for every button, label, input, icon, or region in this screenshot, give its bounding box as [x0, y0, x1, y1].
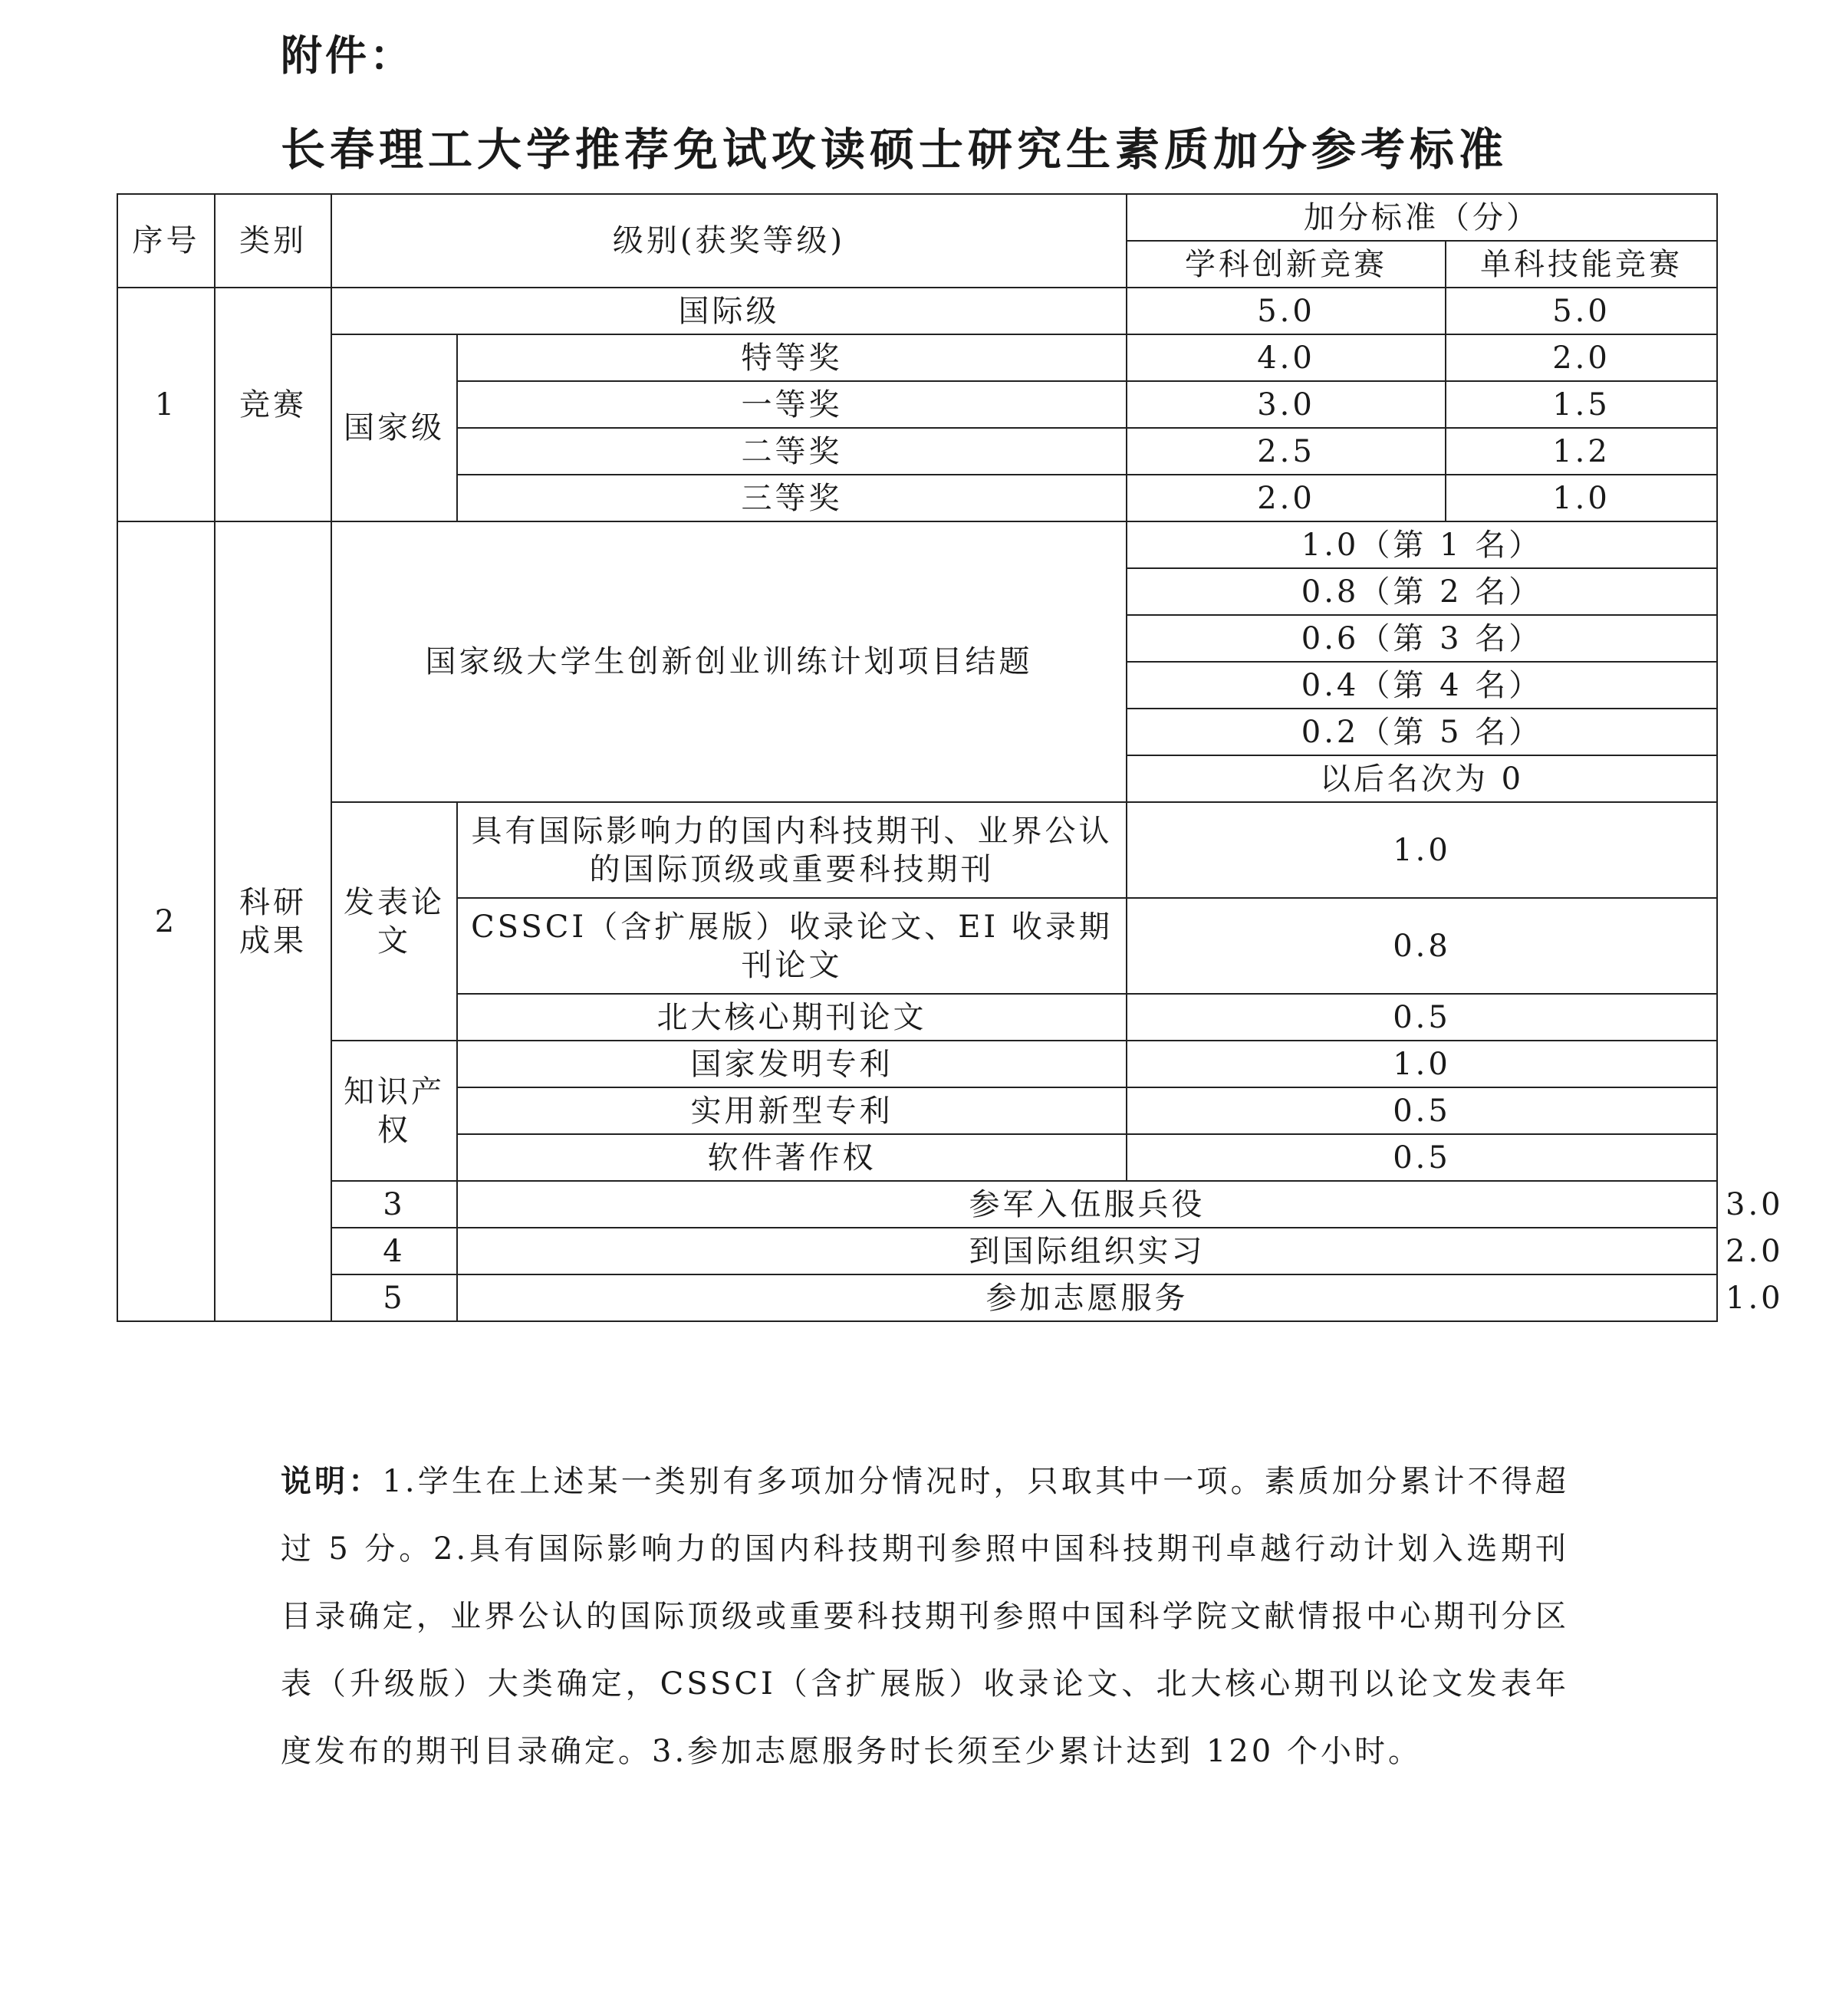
- row-seq: 4: [331, 1228, 457, 1274]
- table-row: [117, 1041, 1717, 1087]
- table-row: [117, 334, 1717, 381]
- level-label: 特等奖: [457, 334, 1127, 381]
- ip-score: 0.5: [1127, 1087, 1717, 1134]
- paper-score: 1.0: [1127, 802, 1717, 898]
- header-score-standard: 加分标准（分）: [1127, 194, 1717, 241]
- table-row: [117, 288, 1717, 334]
- paper-type: 北大核心期刊论文: [457, 994, 1127, 1041]
- row-label: 参军入伍服兵役: [457, 1181, 1717, 1228]
- project-score: 0.8（第 2 名）: [1127, 568, 1717, 615]
- score-skill: 1.2: [1446, 428, 1717, 475]
- level-label: 二等奖: [457, 428, 1127, 475]
- project-score: 0.2（第 5 名）: [1127, 709, 1717, 755]
- row-category: 科研成果: [215, 521, 331, 1321]
- project-score: 1.0（第 1 名）: [1127, 521, 1717, 568]
- header-category: 类别: [215, 194, 331, 288]
- attachment-label: 附件：: [281, 31, 414, 80]
- score-innovation: 2.0: [1127, 475, 1446, 521]
- notes-text: 1.学生在上述某一类别有多项加分情况时，只取其中一项。素质加分累计不得超过 5 分。2.具有国际影响力的国内科技期刊参照中国科技期刊卓越行动计划入选期刊目录确定，业界公认的国际顶级或重要科技期刊参照中国科学院文献情报中心期刊分区表（升级版）大类确定，CSSCI（含扩展版）收录论文、北大核心期刊以论文发表年度发布的期刊目录确定。3.参加志愿服务时长须至少累计达到 120 个小时。: [281, 1464, 1570, 1769]
- papers-label: 发表论文: [331, 802, 457, 1041]
- table-row: 5 参加志愿服务 1.0: [117, 1274, 1717, 1321]
- score-skill: 5.0: [1446, 288, 1717, 334]
- project-score: 0.6（第 3 名）: [1127, 615, 1717, 662]
- national-level-label: 国家级: [331, 334, 457, 521]
- level-label: 一等奖: [457, 381, 1127, 428]
- paper-score: 0.5: [1127, 994, 1717, 1041]
- score-skill: 2.0: [1446, 334, 1717, 381]
- score-innovation: 2.5: [1127, 428, 1446, 475]
- header-skill: 单科技能竞赛: [1446, 241, 1717, 288]
- paper-type: CSSCI（含扩展版）收录论文、EI 收录期刊论文: [457, 898, 1127, 994]
- paper-type: 具有国际影响力的国内科技期刊、业界公认的国际顶级或重要科技期刊: [457, 802, 1127, 898]
- table-row: 3 参军入伍服兵役 3.0: [117, 1181, 1717, 1228]
- header-innovation: 学科创新竞赛: [1127, 241, 1446, 288]
- header-row: [117, 194, 1717, 241]
- score-innovation: 3.0: [1127, 381, 1446, 428]
- notes-lead: 说明：: [281, 1464, 383, 1499]
- ip-score: 1.0: [1127, 1041, 1717, 1087]
- paper-score: 0.8: [1127, 898, 1717, 994]
- row-seq: 1: [117, 288, 215, 521]
- row-label: 参加志愿服务: [457, 1274, 1717, 1321]
- score-table: [117, 193, 1784, 1322]
- document-title: 长春理工大学推荐免试攻读硕士研究生素质加分参考标准: [281, 123, 1509, 176]
- score-skill: 1.0: [1446, 475, 1717, 521]
- score-innovation: 4.0: [1127, 334, 1446, 381]
- project-score: 0.4（第 4 名）: [1127, 662, 1717, 709]
- level-label: 国际级: [331, 288, 1127, 334]
- score-skill: 1.5: [1446, 381, 1717, 428]
- ip-label: 知识产权: [331, 1041, 457, 1181]
- table-row: [117, 521, 1717, 568]
- ip-type: 软件著作权: [457, 1134, 1127, 1181]
- table-row: 4 到国际组织实习 2.0: [117, 1228, 1717, 1274]
- row-category: 竞赛: [215, 288, 331, 521]
- ip-score: 0.5: [1127, 1134, 1717, 1181]
- row-label: 到国际组织实习: [457, 1228, 1717, 1274]
- row-seq: 2: [117, 521, 215, 1321]
- ip-type: 国家发明专利: [457, 1041, 1127, 1087]
- score-innovation: 5.0: [1127, 288, 1446, 334]
- ip-type: 实用新型专利: [457, 1087, 1127, 1134]
- notes-paragraph: [281, 1448, 1569, 1785]
- row-seq: 5: [331, 1274, 457, 1321]
- row-seq: 3: [331, 1181, 457, 1228]
- header-seq: 序号: [117, 194, 215, 288]
- header-level: 级别(获奖等级): [331, 194, 1127, 288]
- project-label: 国家级大学生创新创业训练计划项目结题: [331, 521, 1127, 802]
- project-score: 以后名次为 0: [1127, 755, 1717, 802]
- table-row: [117, 802, 1717, 898]
- level-label: 三等奖: [457, 475, 1127, 521]
